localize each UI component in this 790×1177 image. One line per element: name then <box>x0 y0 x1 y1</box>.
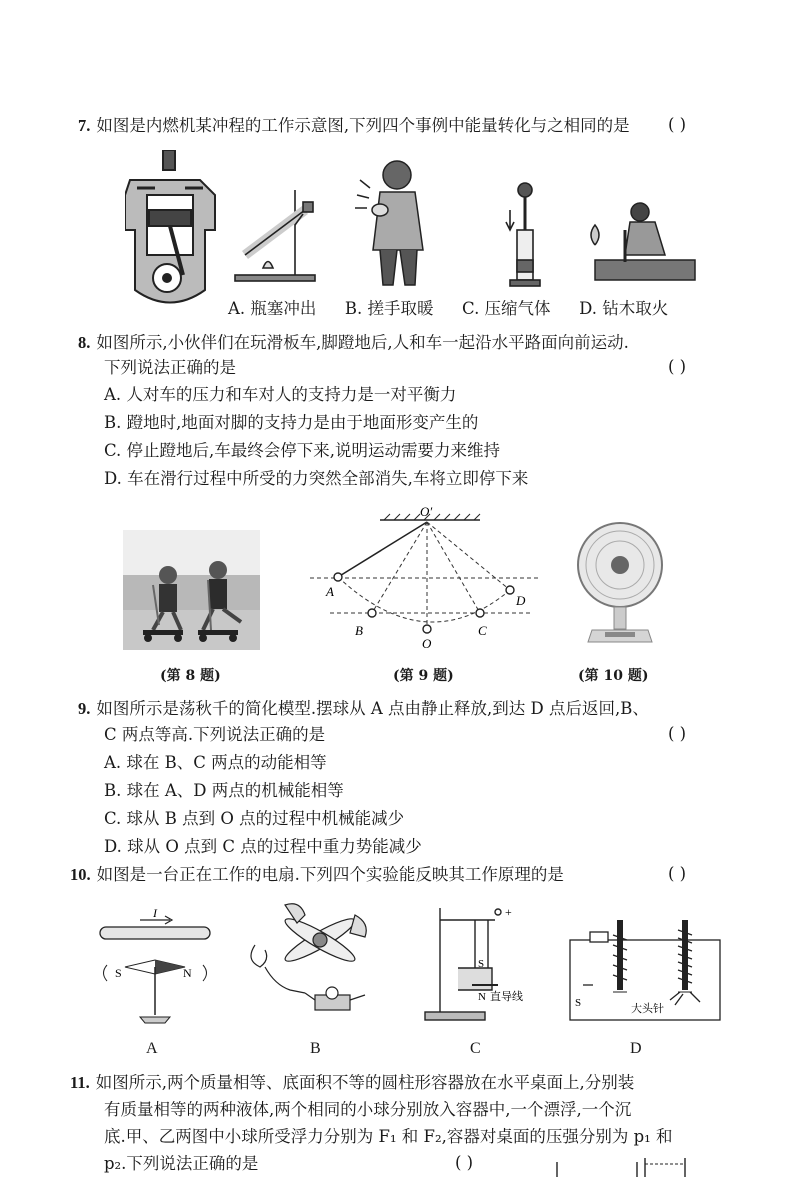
q11-number: 11. <box>70 1073 90 1092</box>
q9-stem-line1 <box>78 698 649 720</box>
q10-text: 如图是一台正在工作的电扇.下列四个实验能反映其工作原理的是 <box>96 865 564 884</box>
fig10-label-a: A <box>146 1040 158 1057</box>
fig10-label-b: B <box>310 1040 321 1057</box>
electric-fan-photo <box>570 520 670 650</box>
q7-number: 7. <box>78 116 91 135</box>
q11-text-line1: 如图所示,两个质量相等、底面积不等的圆柱形容器放在水平桌面上,分别装 <box>95 1073 635 1092</box>
caption-q8: (第 8 题) <box>160 668 221 684</box>
fig10c-plus-label: + <box>505 905 512 919</box>
fig10a-s-label: S <box>115 966 122 980</box>
q11-containers-partial <box>545 1150 695 1177</box>
fig10d-switch-label: S <box>575 997 582 1009</box>
fig10-a-oersted <box>95 905 220 1030</box>
label-d: D <box>516 593 526 608</box>
fig10a-current-label: I <box>153 906 157 920</box>
fig10-label-d: D <box>630 1040 642 1057</box>
q8-text-line1: 如图所示,小伙伴们在玩滑板车,脚蹬地后,人和车一起沿水平路面向前运动. <box>96 333 629 352</box>
q8-option-d: D. 车在滑行过程中所受的力突然全部消失,车将立即停下来 <box>104 469 529 488</box>
q8-option-c: C. 停止蹬地后,车最终会停下来,说明运动需要力来维持 <box>104 441 501 460</box>
fig10c-s-label: S <box>478 958 485 970</box>
label-o-prime: O′ <box>420 505 433 519</box>
q9-option-d: D. 球从 O 点到 C 点的过程中重力势能减少 <box>104 837 422 856</box>
q11-stem-line2: 有质量相等的两种液体,两个相同的小球分别放入容器中,一个漂浮,一个沉 <box>104 1100 632 1119</box>
fig10d-pins-label: 大头针 <box>631 1003 664 1015</box>
scooter-photo <box>123 530 260 650</box>
label-b: B <box>355 623 363 638</box>
q8-stem-line2: 下列说法正确的是 <box>104 358 236 377</box>
q7-option-c: C. 压缩气体 <box>462 299 551 318</box>
q11-stem-line4: p₂.下列说法正确的是 <box>104 1154 259 1173</box>
q9-option-c: C. 球从 B 点到 O 点的过程中机械能减少 <box>104 809 405 828</box>
q7-option-d: D. 钻木取火 <box>579 299 669 318</box>
engine-diagram <box>125 150 215 303</box>
q11-stem-line1 <box>70 1072 634 1094</box>
q8-number: 8. <box>78 333 91 352</box>
rubbing-hands-diagram <box>355 161 423 285</box>
q11-stem-line3: 底.甲、乙两图中小球所受浮力分别为 F₁ 和 F₂,容器对桌面的压强分别为 p₁ 和 <box>104 1127 673 1146</box>
fig10-b-generator <box>245 895 385 1030</box>
q8-option-a: A. 人对车的压力和车对人的支持力是一对平衡力 <box>104 385 457 404</box>
q8-answer-bracket: ( ) <box>668 357 687 376</box>
q7-figures <box>125 150 725 310</box>
q7-option-b: B. 搓手取暖 <box>344 299 434 318</box>
drilling-wood-diagram <box>591 203 695 280</box>
q9-answer-bracket: ( ) <box>668 724 687 743</box>
fig10c-wire-label: 直导线 <box>490 991 523 1003</box>
q10-number: 10. <box>70 865 91 884</box>
q9-option-b: B. 球在 A、D 两点的机械能相等 <box>104 781 344 800</box>
q8-stem-line1 <box>78 332 629 354</box>
swing-model-diagram <box>300 505 545 650</box>
q7-text: 如图是内燃机某冲程的工作示意图,下列四个事例中能量转化与之相同的是 <box>96 116 630 135</box>
fig10-label-c: C <box>470 1040 481 1057</box>
fig10-c-motor <box>420 900 530 1030</box>
q7-stem <box>78 115 630 137</box>
q10-stem <box>70 864 564 886</box>
q11-answer-bracket: ( ) <box>455 1153 474 1172</box>
q9-stem-line2: C 两点等高.下列说法正确的是 <box>104 725 326 744</box>
fig10c-n-label: N <box>478 991 486 1003</box>
q9-option-a: A. 球在 B、C 两点的动能相等 <box>104 753 327 772</box>
q7-option-a: A. 瓶塞冲出 <box>228 299 317 318</box>
q7-answer-bracket: ( ) <box>668 115 687 134</box>
q9-text-line1: 如图所示是荡秋千的简化模型.摆球从 A 点由静止释放,到达 D 点后返回,B、 <box>96 699 649 718</box>
q9-number: 9. <box>78 699 91 718</box>
label-c: C <box>478 623 487 638</box>
bottle-cork-diagram <box>235 190 315 281</box>
q8-option-b: B. 蹬地时,地面对脚的支持力是由于地面形变产生的 <box>104 413 479 432</box>
compress-gas-diagram <box>506 183 540 286</box>
fig10a-n-label: N <box>183 966 192 980</box>
label-a: A <box>326 584 334 599</box>
caption-q10: (第 10 题) <box>578 668 649 684</box>
q10-answer-bracket: ( ) <box>668 864 687 883</box>
label-o: O <box>422 636 432 650</box>
caption-q9: (第 9 题) <box>393 668 454 684</box>
q7-options <box>228 298 668 320</box>
fig10-d-electromagnet <box>565 910 730 1030</box>
